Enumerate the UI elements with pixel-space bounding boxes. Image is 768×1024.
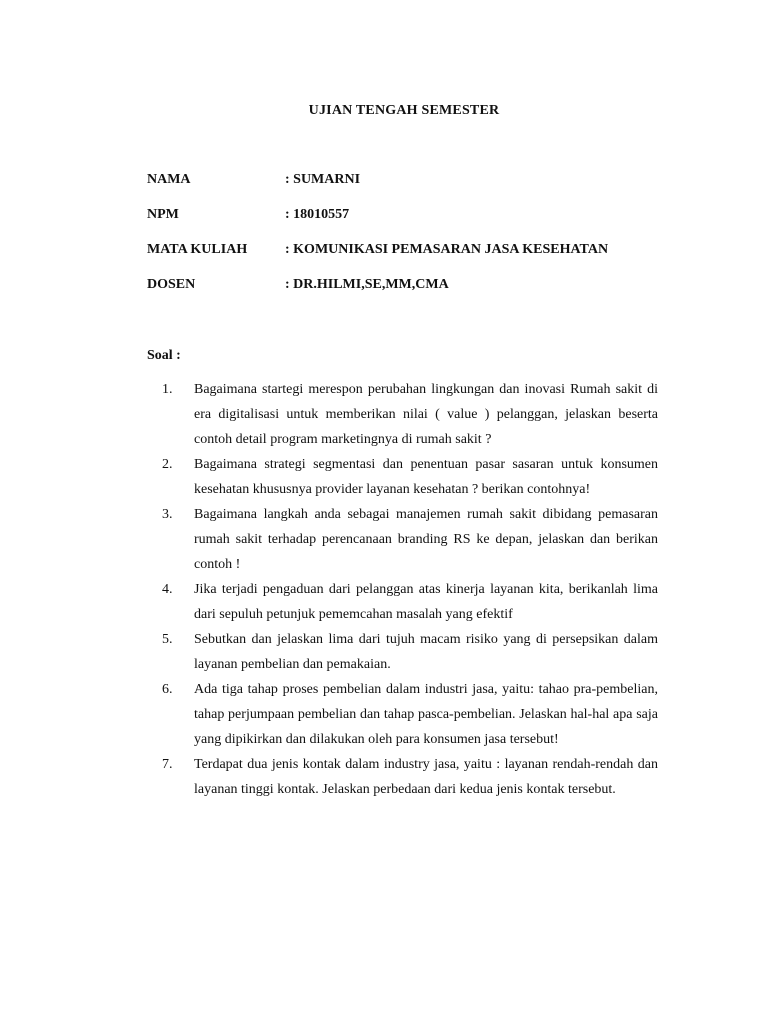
info-label: DOSEN xyxy=(147,277,196,292)
question-text: Bagaimana startegi merespon perubahan lingkungan dan inovasi Rumah sakit di era digitalisasi untuk memberikan nilai ( value ) pelanggan, jelaskan beserta contoh detail program marketingnya di rumah sakit ? xyxy=(194,382,658,447)
question-item xyxy=(147,627,658,677)
student-info xyxy=(147,172,608,312)
question-number: 7. xyxy=(162,757,173,772)
question-number: 2. xyxy=(162,457,173,472)
info-value: : KOMUNIKASI PEMASARAN JASA KESEHATAN xyxy=(285,242,609,257)
info-row-npm xyxy=(147,207,608,242)
info-label: MATA KULIAH xyxy=(147,242,248,257)
question-item xyxy=(147,377,658,452)
question-number: 1. xyxy=(162,382,173,397)
question-text: Bagaimana langkah anda sebagai manajemen rumah sakit dibidang pemasaran rumah sakit terhadap perencanaan branding RS ke depan, jelaskan dan berikan contoh ! xyxy=(194,507,658,572)
question-number: 5. xyxy=(162,632,173,647)
info-value: : DR.HILMI,SE,MM,CMA xyxy=(285,277,449,292)
question-item xyxy=(147,577,658,627)
question-text: Bagaimana strategi segmentasi dan penentuan pasar sasaran untuk konsumen kesehatan khususnya provider layanan kesehatan ? berikan contohnya! xyxy=(194,457,658,497)
question-item xyxy=(147,752,658,802)
page-title: UJIAN TENGAH SEMESTER xyxy=(308,103,500,118)
question-item xyxy=(147,452,658,502)
info-value: : 18010557 xyxy=(285,207,350,222)
info-row-nama xyxy=(147,172,608,207)
info-value: : SUMARNI xyxy=(285,172,361,187)
info-label: NAMA xyxy=(147,172,191,187)
question-number: 3. xyxy=(162,507,173,522)
info-label: NPM xyxy=(147,207,179,222)
question-list xyxy=(147,377,658,802)
question-item xyxy=(147,677,658,752)
soal-heading: Soal : xyxy=(147,348,181,363)
question-number: 4. xyxy=(162,582,173,597)
question-number: 6. xyxy=(162,682,173,697)
question-text: Ada tiga tahap proses pembelian dalam industri jasa, yaitu: tahao pra-pembelian, tahap perjumpaan pembelian dan tahap pasca-pembelian. Jelaskan hal-hal apa saja yang dipikirkan dan dilakukan oleh para konsumen jasa tersebut! xyxy=(194,682,658,747)
question-text: Jika terjadi pengaduan dari pelanggan atas kinerja layanan kita, berikanlah lima dari sepuluh petunjuk pememcahan masalah yang efektif xyxy=(194,582,658,622)
question-text: Sebutkan dan jelaskan lima dari tujuh macam risiko yang di persepsikan dalam layanan pembelian dan pemakaian. xyxy=(194,632,658,672)
question-item xyxy=(147,502,658,577)
question-text: Terdapat dua jenis kontak dalam industry jasa, yaitu : layanan rendah-rendah dan layanan tinggi kontak. Jelaskan perbedaan dari kedua jenis kontak tersebut. xyxy=(194,757,658,797)
info-row-dosen xyxy=(147,277,608,312)
info-row-mata-kuliah xyxy=(147,242,608,277)
